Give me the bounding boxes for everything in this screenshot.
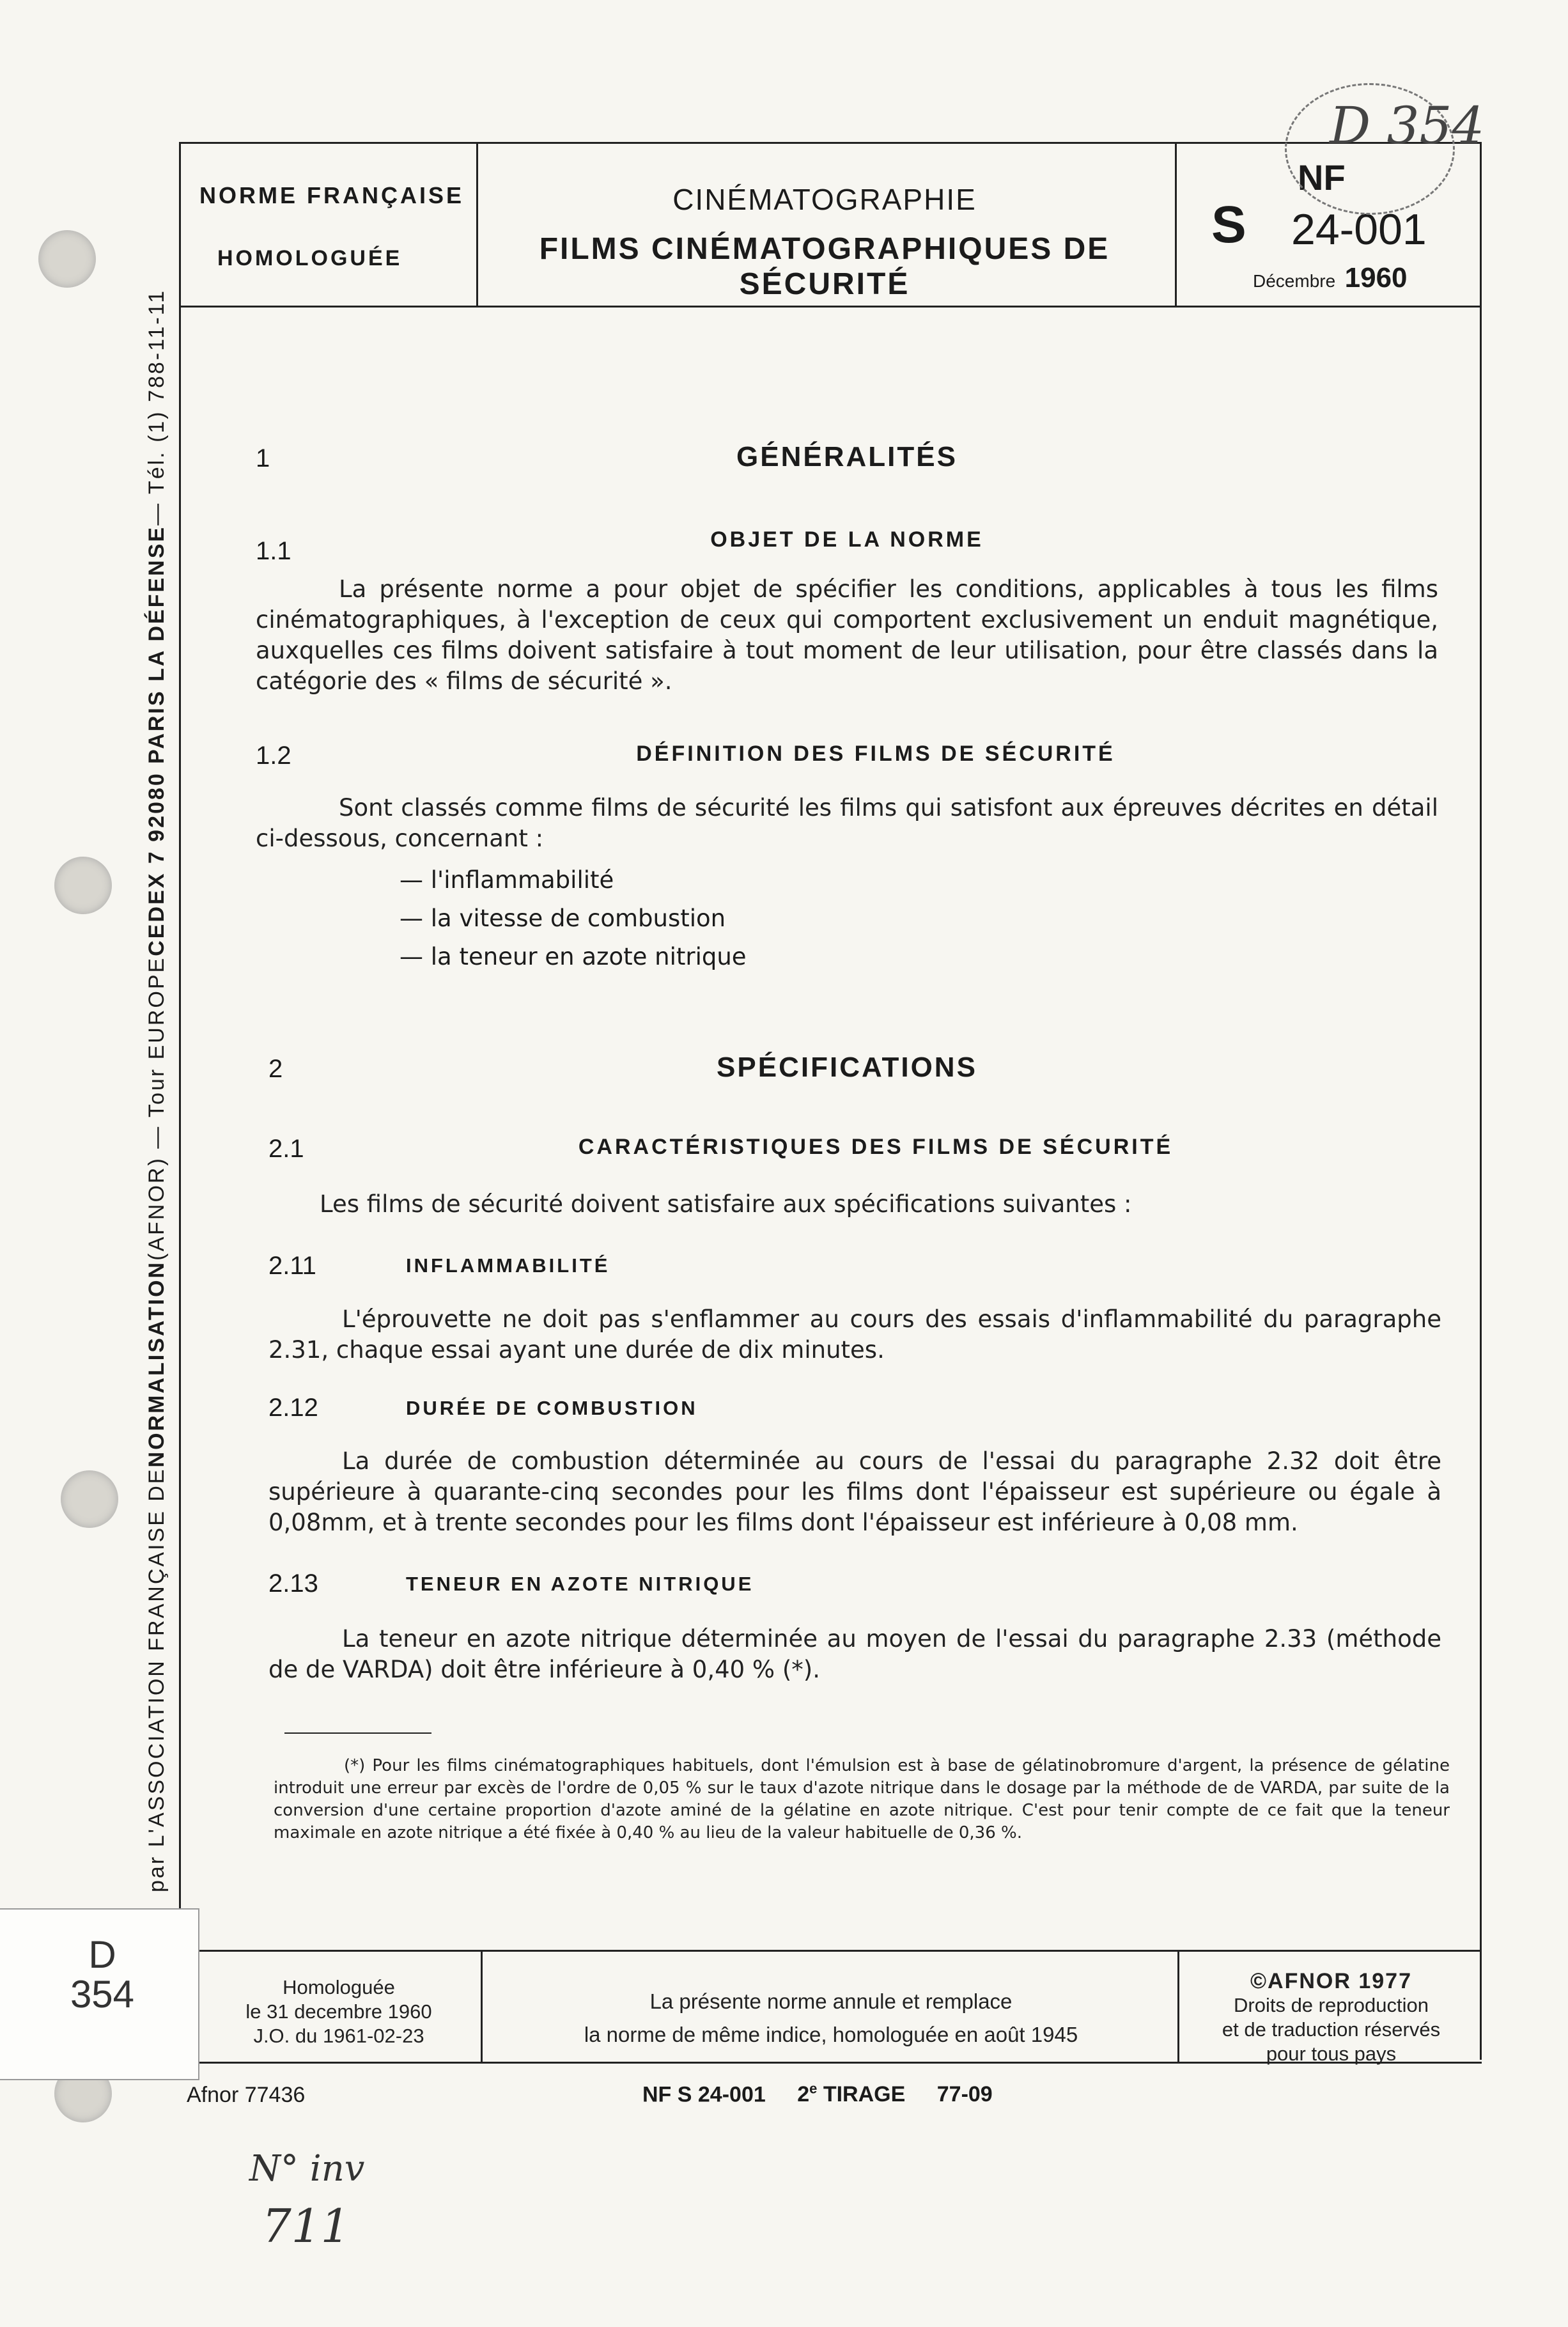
section-2-1-title: CARACTÉRISTIQUES DES FILMS DE SÉCURITÉ (578, 1135, 1174, 1159)
section-1-1-number: 1.1 (256, 537, 291, 565)
margin-publisher-text: par L'ASSOCIATION FRANÇAISE DE NORMALISATION (AFNOR) — Tour EUROPE CEDEX 7 92080 PARIS LA DÉFENSE — Tél. (1) 788-11-11 (144, 288, 169, 1892)
section-1-2-title: DÉFINITION DES FILMS DE SÉCURITÉ (636, 742, 1115, 766)
footer-copyright (1183, 1969, 1480, 2066)
section-2-13-number: 2.13 (268, 1569, 318, 1598)
bottom-code (642, 2081, 993, 2107)
header-code-number: 24-001 (1291, 205, 1427, 254)
footer-homologation (205, 1975, 473, 2048)
bottom-nf-code: NF S 24-001 (642, 2082, 766, 2107)
footnote-rule (284, 1732, 431, 1734)
footer-droits: Droits de reproduction (1234, 1994, 1429, 2016)
footer-top-rule (179, 1950, 1482, 1952)
side-label-sticker (0, 1908, 199, 2080)
section-2-title: SPÉCIFICATIONS (717, 1052, 977, 1083)
section-1-1-text: La présente norme a pour objet de spécifier les conditions, applicables à tous les films cinématographiques, à l'exception de ceux qui comportent exclusivement un enduit magnétique, auxquelles ces films doivent satisfaire à tout moment de leur utilisation, pour être classés dans la catégorie des « films de sécurité ». (256, 575, 1438, 695)
header-date-month: Décembre (1253, 271, 1336, 291)
footer-remplace: la norme de même indice, homologuée en août 1945 (584, 2023, 1078, 2046)
section-2-12-number: 2.12 (268, 1394, 318, 1422)
section-2-11-number: 2.11 (268, 1252, 316, 1280)
footer-date: le 31 decembre 1960 (245, 2000, 432, 2023)
header-code-letter: S (1211, 196, 1246, 254)
punch-hole-3 (61, 1470, 118, 1528)
footer-jo: J.O. du 1961-02-23 (253, 2025, 424, 2047)
footnote-text: (*) Pour les films cinématographiques habituels, dont l'émulsion est à base de gélatinobromure d'argent, la présence de gélatine introduit une erreur par excès de l'ordre de 0,05 % sur le taux d'azote nitrique dans le dosage par la méthode de de VARDA, par suite de la conversion d'une certaine proportion d'azote aminé de la gélatine en azote nitrique. C'est pour tenir compte de ce fait que la teneur maximale en azote nitrique a été fixée à 0,40 % au lieu de la valeur habituelle de 0,36 %. (274, 1756, 1450, 1842)
header-bottom-rule (179, 306, 1482, 307)
footer-divider-1 (481, 1950, 483, 2062)
page-right-rule (1480, 142, 1482, 2060)
bottom-tirage: 2e TIRAGE (797, 2081, 906, 2107)
header-date-year: 1960 (1344, 262, 1408, 293)
footer-traduction: et de traduction réservés (1222, 2018, 1441, 2041)
section-2-1-number: 2.1 (268, 1135, 304, 1163)
section-2-11-text: L'éprouvette ne doit pas s'enflammer au cours des essais d'inflammabilité du paragraphe 2.31, chaque essai ayant une durée de dix minutes. (268, 1305, 1441, 1364)
footer-divider-2 (1177, 1950, 1179, 2062)
section-1-2-text: Sont classés comme films de sécurité les films qui satisfont aux épreuves décrites en détail ci-dessous, concernant : (256, 794, 1438, 852)
header-norme-francaise: NORME FRANÇAISE (199, 182, 465, 208)
section-2-12-text: La durée de combustion déterminée au cours de l'essai du paragraphe 2.32 doit être supérieure à quarante-cinq secondes pour les films dont l'épaisseur est supérieure ou égale à 0,08mm, et à trente secondes pour les films dont l'épaisseur est inférieure à 0,08 mm. (268, 1447, 1441, 1536)
handwritten-inventory-number: 711 (262, 2199, 350, 2253)
footer-annulation (486, 1985, 1176, 2051)
bottom-tirage-date: 77-09 (936, 2082, 993, 2107)
list-item-azote: — la teneur en azote nitrique (400, 943, 747, 970)
stamp-handwritten-code: D 354 (1330, 96, 1485, 155)
footer-annule: La présente norme annule et remplace (649, 1989, 1013, 2013)
section-2-11-title: INFLAMMABILITÉ (406, 1254, 610, 1277)
section-2-12-title: DURÉE DE COMBUSTION (406, 1397, 698, 1419)
header-title: FILMS CINÉMATOGRAPHIQUES DE SÉCURITÉ (539, 232, 1110, 301)
page-left-rule (179, 142, 181, 2060)
punch-hole-1 (38, 230, 96, 288)
header-nf: NF (1298, 157, 1346, 198)
section-1-number: 1 (256, 444, 270, 472)
footer-pays: pour tous pays (1266, 2043, 1397, 2065)
header-divider-right (1175, 142, 1177, 306)
punch-hole-2 (54, 857, 112, 914)
header-homologuee: HOMOLOGUÉE (217, 246, 403, 270)
section-2-13-text: La teneur en azote nitrique déterminée au moyen de l'essai du paragraphe 2.33 (méthode de de VARDA) doit être inférieure à 0,40 % (*). (268, 1625, 1441, 1683)
header-date (1253, 262, 1408, 294)
handwritten-inventory-label: N° inv (249, 2148, 365, 2190)
section-1-1-title: OBJET DE LA NORME (710, 527, 984, 552)
section-2-1-text: Les films de sécurité doivent satisfaire aux spécifications suivantes : (320, 1190, 1132, 1218)
footer-homologuee: Homologuée (283, 1976, 395, 1998)
section-1-2-number: 1.2 (256, 742, 291, 770)
section-2-number: 2 (268, 1055, 283, 1083)
header-domain: CINÉMATOGRAPHIE (672, 183, 977, 216)
sticker-code: D 354 (70, 1933, 135, 2016)
list-item-vitesse: — la vitesse de combustion (400, 905, 726, 932)
list-item-inflammabilite: — l'inflammabilité (400, 866, 614, 894)
bottom-afnor-ref: Afnor 77436 (187, 2083, 306, 2107)
section-1-title: GÉNÉRALITÉS (736, 441, 958, 472)
footer-afnor: ©AFNOR 1977 (1250, 1969, 1412, 1993)
section-2-13-title: TENEUR EN AZOTE NITRIQUE (406, 1573, 754, 1595)
